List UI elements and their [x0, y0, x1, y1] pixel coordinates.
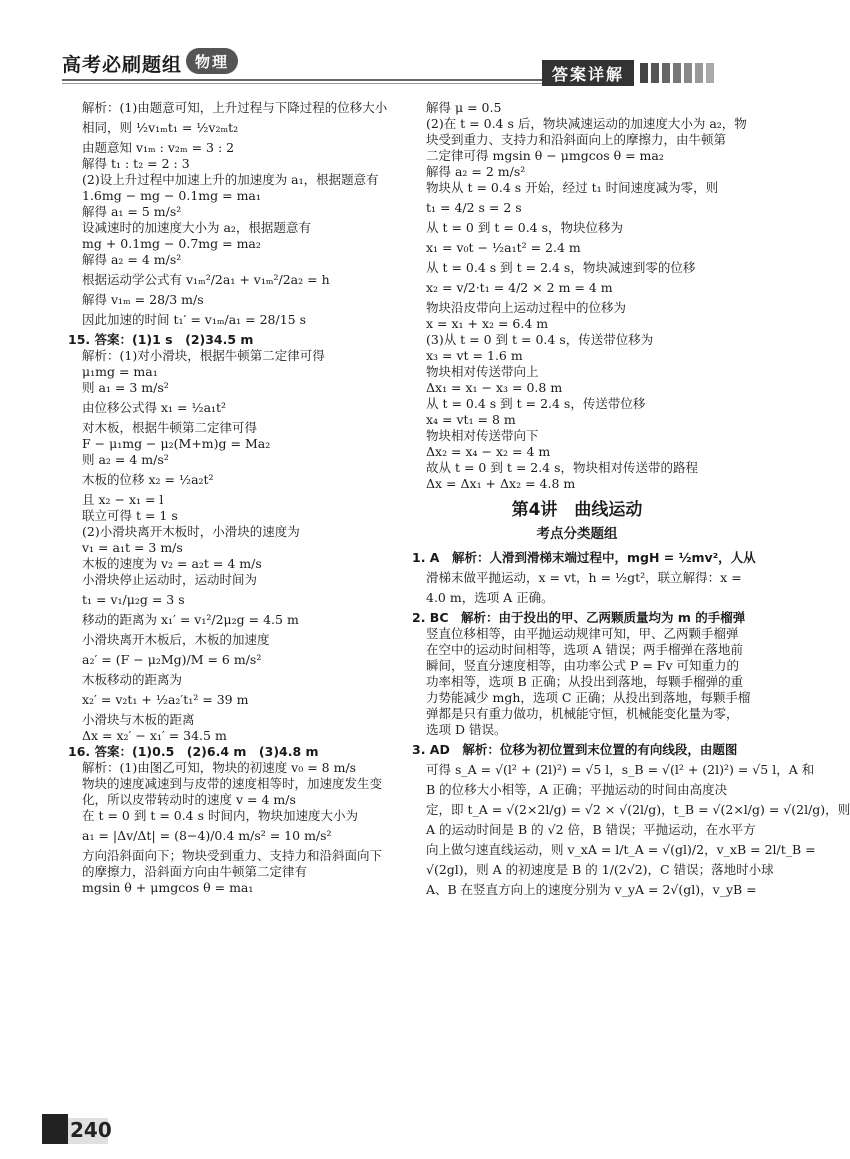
text-line: 15. 答案：(1)1 s (2)34.5 m	[68, 332, 254, 347]
text-line: 在空中的运动时间相等，选项 A 错误；两手榴弹在落地前	[426, 642, 743, 657]
text-line: 方向沿斜面向下；物块受到重力、支持力和沿斜面向下	[82, 848, 383, 863]
text-line: x₂ = v/2·t₁ = 4/2 × 2 m = 4 m	[426, 280, 613, 295]
text-line: 移动的距离为 x₁′ = v₁²/2μ₂g = 4.5 m	[82, 612, 299, 627]
text-line: 解得 a₂ = 2 m/s²	[426, 164, 526, 179]
text-line: 则 a₁ = 3 m/s²	[82, 380, 169, 395]
text-line: 由位移公式得 x₁ = ½a₁t²	[82, 400, 227, 415]
page-header	[0, 0, 800, 100]
left-column	[68, 100, 400, 896]
text-line: F − μ₁mg − μ₂(M+m)g = Ma₂	[82, 436, 271, 451]
text-line: 4.0 m，选项 A 正确。	[426, 590, 554, 605]
section-title: 第4讲 曲线运动	[511, 500, 643, 520]
text-line: 竖直位移相等，由平抛运动规律可知，甲、乙两颗手榴弹	[426, 626, 739, 641]
text-line: 则 a₂ = 4 m/s²	[82, 452, 169, 467]
text-line: A、B 在竖直方向上的速度分别为 v_yA = 2√(gl)，v_yB =	[426, 882, 757, 897]
text-line: 小滑块停止运动时，运动时间为	[82, 572, 258, 587]
text-line: (2)设上升过程中加速上升的加速度为 a₁，根据题意有	[82, 172, 379, 187]
text-line: 解析：(1)由题意可知，上升过程与下降过程的位移大小	[82, 100, 388, 115]
text-line: 可得 s_A = √(l² + (2l)²) = √5 l，s_B = √(l² + (2l)²) = √5 l，A 和	[426, 762, 815, 777]
text-line: 且 x₂ − x₁ = l	[82, 492, 164, 507]
text-line: x₁ = v₀t − ½a₁t² = 2.4 m	[426, 240, 581, 255]
text-line: 3. AD 解析：位移为初位置到末位置的有向线段，由题图	[412, 742, 738, 757]
text-line: 由题意知 v₁ₘ : v₂ₘ = 3 : 2	[82, 140, 235, 155]
text-line: 功率相等，选项 B 正确；从投出到落地，每颗手榴弹的重	[426, 674, 744, 689]
text-line: Δx = x₂′ − x₁′ = 34.5 m	[82, 728, 227, 743]
text-line: 解析：(1)由图乙可知，物块的初速度 v₀ = 8 m/s	[82, 760, 357, 775]
text-line: 根据运动学公式有 v₁ₘ²/2a₁ + v₁ₘ²/2a₂ = h	[82, 272, 330, 287]
text-line: 木板的速度为 v₂ = a₂t = 4 m/s	[82, 556, 262, 571]
text-line: 向上做匀速直线运动，则 v_xA = l/t_A = √(gl)/2，v_xB = 2l/t_B =	[426, 842, 816, 857]
text-line: 物块相对传送带向下	[426, 428, 539, 443]
text-line: 解得 t₁ : t₂ = 2 : 3	[82, 156, 190, 171]
text-line: 块受到重力、支持力和沿斜面向上的摩擦力，由牛顿第	[426, 132, 727, 147]
text-line: 的摩擦力，沿斜面方向由牛顿第二定律有	[82, 864, 308, 879]
header-decor-bars	[640, 63, 714, 83]
text-line: 弹都是只有重力做功，机械能守恒，机械能变化量为零，	[426, 706, 739, 721]
text-line: 对木板，根据牛顿第二定律可得	[82, 420, 258, 435]
text-line: 因此加速的时间 t₁′ = v₁ₘ/a₁ = 28/15 s	[82, 312, 307, 327]
text-line: (2)小滑块离开木板时，小滑块的速度为	[82, 524, 300, 539]
right-column-solutions	[412, 100, 747, 492]
text-line: 小滑块与木板的距离	[82, 712, 195, 727]
text-line: 物块相对传送带向上	[426, 364, 539, 379]
text-line: a₂′ = (F − μ₂Mg)/M = 6 m/s²	[82, 652, 262, 667]
text-line: 设减速时的加速度大小为 a₂，根据题意有	[82, 220, 311, 235]
text-line: 滑梯末做平抛运动，x = vt，h = ½gt²，联立解得：x =	[426, 570, 742, 585]
text-line: 1.6mg − mg − 0.1mg = ma₁	[82, 188, 261, 203]
answer-tab: 答案详解	[542, 60, 634, 86]
text-line: 选项 D 错误。	[426, 722, 507, 737]
text-line: (3)从 t = 0 到 t = 0.4 s，传送带位移为	[426, 332, 654, 347]
text-line: Δx₂ = x₄ − x₂ = 4 m	[426, 444, 551, 459]
text-line: Δx = Δx₁ + Δx₂ = 4.8 m	[426, 476, 576, 491]
text-line: x = x₁ + x₂ = 6.4 m	[426, 316, 549, 331]
text-line: 解析：(1)对小滑块，根据牛顿第二定律可得	[82, 348, 325, 363]
text-line: v₁ = a₁t = 3 m/s	[82, 540, 183, 555]
text-line: x₂′ = v₂t₁ + ½a₂′t₁² = 39 m	[82, 692, 249, 707]
text-line: 2. BC 解析：由于投出的甲、乙两颗质量均为 m 的手榴弹	[412, 610, 746, 625]
text-line: 1. A 解析：人滑到滑梯末端过程中，mgH = ½mv²，人从	[412, 550, 756, 565]
text-line: t₁ = v₁/μ₂g = 3 s	[82, 592, 185, 607]
text-line: 化，所以皮带转动时的速度 v = 4 m/s	[82, 792, 296, 807]
text-line: 从 t = 0.4 s 到 t = 2.4 s，物块减速到零的位移	[426, 260, 696, 275]
subject-badge: 物理	[186, 48, 238, 74]
text-line: x₃ = vt = 1.6 m	[426, 348, 523, 363]
page-number: 240	[70, 1118, 112, 1142]
header-rule	[62, 79, 542, 81]
text-line: 解得 a₁ = 5 m/s²	[82, 204, 182, 219]
text-line: B 的位移大小相等，A 正确；平抛运动的时间由高度决	[426, 782, 728, 797]
text-line: √(2gl)，则 A 的初速度是 B 的 1/(2√2)，C 错误；落地时小球	[426, 862, 774, 877]
text-line: 相同，则 ½v₁ₘt₁ = ½v₂ₘt₂	[82, 120, 239, 135]
text-line: x₄ = vt₁ = 8 m	[426, 412, 516, 427]
text-line: A 的运动时间是 B 的 √2 倍，B 错误；平抛运动，在水平方	[426, 822, 756, 837]
text-line: 16. 答案：(1)0.5 (2)6.4 m (3)4.8 m	[68, 744, 319, 759]
text-line: 二定律可得 mgsin θ − μmgcos θ = ma₂	[426, 148, 664, 163]
text-line: 力势能减少 mgh，选项 C 正确；从投出到落地，每颗手榴	[426, 690, 751, 705]
text-line: 木板的位移 x₂ = ½a₂t²	[82, 472, 214, 487]
text-line: mg + 0.1mg − 0.7mg = ma₂	[82, 236, 261, 251]
text-line: t₁ = 4/2 s = 2 s	[426, 200, 522, 215]
text-line: 木板移动的距离为	[82, 672, 183, 687]
text-line: μ₁mg = ma₁	[82, 364, 158, 379]
text-line: 在 t = 0 到 t = 0.4 s 时间内，物块加速度大小为	[82, 808, 359, 823]
text-line: 瞬间，竖直分速度相等，由功率公式 P = Fv 可知重力的	[426, 658, 740, 673]
text-line: a₁ = |Δv/Δt| = (8−4)/0.4 m/s² = 10 m/s²	[82, 828, 332, 843]
text-line: 物块从 t = 0.4 s 开始，经过 t₁ 时间速度减为零，则	[426, 180, 719, 195]
text-line: 故从 t = 0 到 t = 2.4 s，物块相对传送带的路程	[426, 460, 699, 475]
right-column-answers	[412, 550, 850, 898]
text-line: 物块沿皮带向上运动过程中的位移为	[426, 300, 627, 315]
text-line: 解得 a₂ = 4 m/s²	[82, 252, 182, 267]
book-title: 高考必刷题组	[62, 54, 183, 76]
text-line: 解得 μ = 0.5	[426, 100, 502, 115]
header-rule-thin	[62, 83, 542, 84]
text-line: 定，即 t_A = √(2×2l/g) = √2 × √(2l/g)，t_B = √(2×l/g) = √(2l/g)，则	[426, 802, 850, 817]
text-line: mgsin θ + μmgcos θ = ma₁	[82, 880, 254, 895]
section-subtitle: 考点分类题组	[536, 526, 618, 542]
text-line: Δx₁ = x₁ − x₃ = 0.8 m	[426, 380, 563, 395]
text-line: 从 t = 0.4 s 到 t = 2.4 s，传送带位移	[426, 396, 646, 411]
text-line: 联立可得 t = 1 s	[82, 508, 178, 523]
text-line: 小滑块离开木板后，木板的加速度	[82, 632, 270, 647]
right-column	[412, 100, 850, 902]
text-line: 物块的速度减速到与皮带的速度相等时，加速度发生变	[82, 776, 383, 791]
text-line: 解得 v₁ₘ = 28/3 m/s	[82, 292, 204, 307]
text-line: (2)在 t = 0.4 s 后，物块减速运动的加速度大小为 a₂，物	[426, 116, 747, 131]
text-line: 从 t = 0 到 t = 0.4 s，物块位移为	[426, 220, 624, 235]
